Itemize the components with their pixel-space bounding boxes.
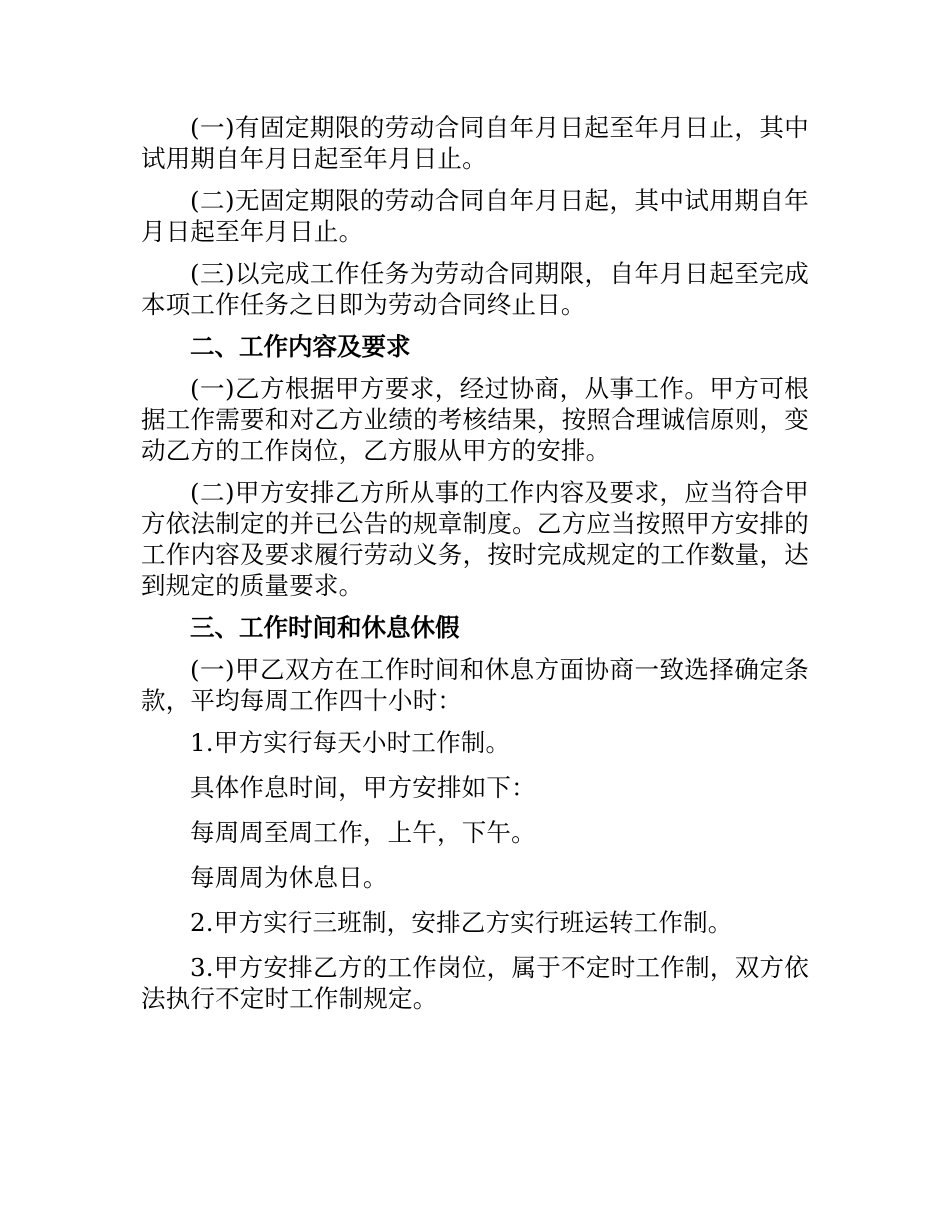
paragraph-fixed-term: (一)有固定期限的劳动合同自年月日起至年月日止，其中试用期自年月日起至年月日止。: [141, 113, 809, 173]
paragraph-shift-system: 2.甲方实行三班制，安排乙方实行班运转工作制。: [190, 908, 733, 937]
section-heading-work-hours: 三、工作时间和休息休假: [190, 613, 460, 642]
paragraph-work-requirements: (二)甲方安排乙方所从事的工作内容及要求，应当符合甲方依法制定的并已公告的规章制度。乙方应当按照甲方安排的工作内容及要求履行劳动义务，按时完成规定的工作数量，达到规定的质量要求。: [141, 478, 809, 600]
paragraph-open-term: (二)无固定期限的劳动合同自年月日起，其中试用期自年月日起至年月日止。: [141, 186, 809, 246]
paragraph-rest-day: 每周周为休息日。: [190, 863, 388, 892]
paragraph-flexible-hours: 3.甲方安排乙方的工作岗位，属于不定时工作制，双方依法执行不定时工作制规定。: [141, 953, 809, 1013]
document-page: [141, 112, 809, 1025]
paragraph-work-assignment: (一)乙方根据甲方要求，经过协商，从事工作。甲方可根据工作需要和对乙方业绩的考核结果，按照合理诚信原则，变动乙方的工作岗位，乙方服从甲方的安排。: [141, 374, 809, 465]
section-heading-work-content: 二、工作内容及要求: [190, 332, 411, 361]
paragraph-weekly-schedule: 每周周至周工作，上午，下午。: [190, 818, 536, 847]
paragraph-schedule-intro: 具体作息时间，甲方安排如下：: [190, 773, 536, 802]
paragraph-work-hours-agreement: (一)甲乙双方在工作时间和休息方面协商一致选择确定条款，平均每周工作四十小时：: [141, 655, 809, 715]
paragraph-daily-hours: 1.甲方实行每天小时工作制。: [190, 728, 511, 757]
paragraph-task-term: (三)以完成工作任务为劳动合同期限，自年月日起至完成本项工作任务之日即为劳动合同终止日。: [141, 259, 809, 319]
